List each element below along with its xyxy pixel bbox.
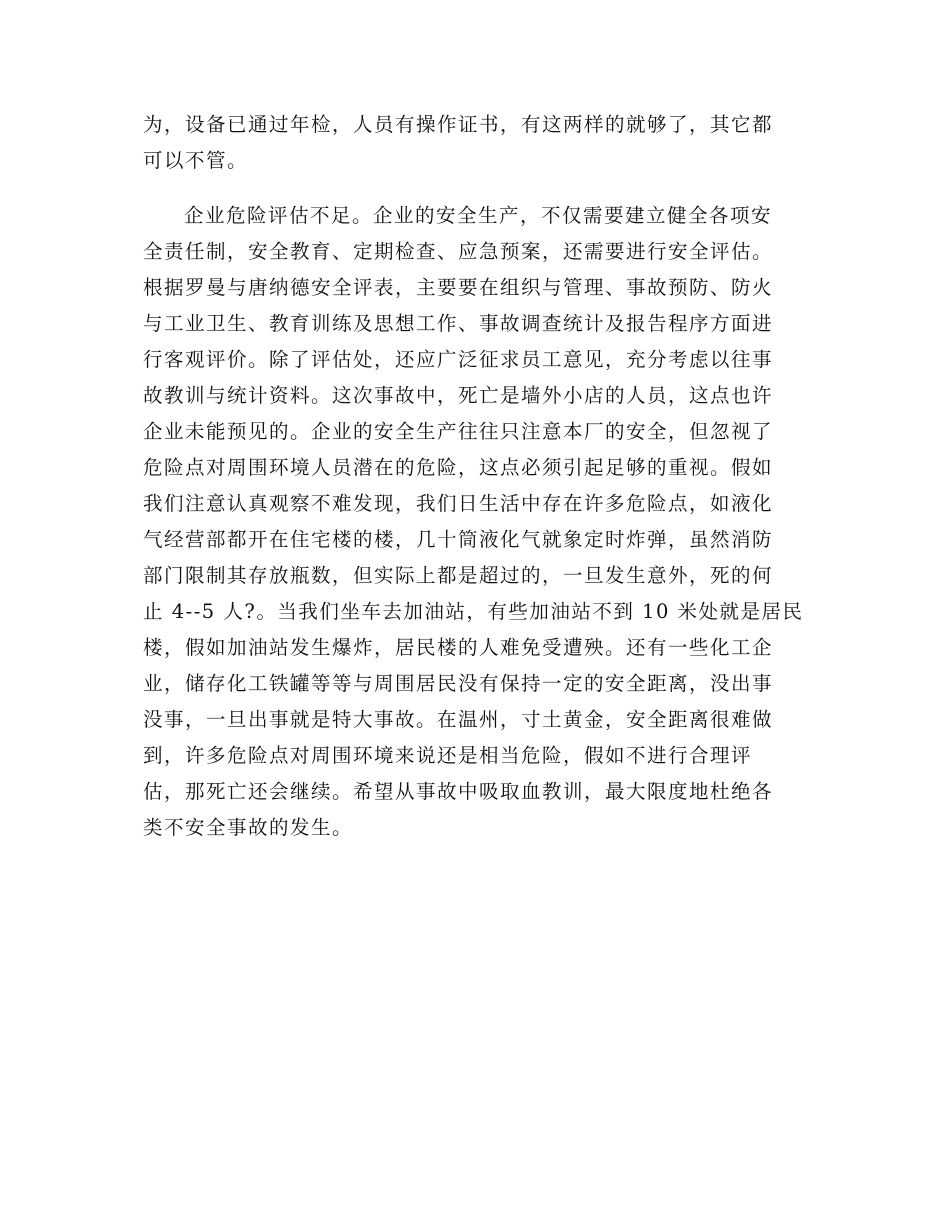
paragraph-2-line-12: 止 4--5 人?。当我们坐车去加油站，有些加油站不到 10 米处就是居民 (143, 600, 804, 623)
paragraph-2-line-14: 业，储存化工铁罐等等与周围居民没有保持一定的安全距离，没出事 (143, 672, 774, 695)
paragraph-2-line-11: 部门限制其存放瓶数，但实际上都是超过的，一旦发生意外，死的何 (143, 564, 774, 587)
paragraph-2-line-9: 我们注意认真观察不难发现，我们日生活中存在许多危险点，如液化 (143, 492, 774, 515)
paragraph-2-line-18: 类不安全事故的发生。 (143, 816, 354, 839)
paragraph-2-line-17: 估，那死亡还会继续。希望从事故中吸取血教训，最大限度地杜绝各 (143, 780, 774, 803)
paragraph-2-line-8: 危险点对周围环境人员潜在的危险，这点必须引起足够的重视。假如 (143, 456, 774, 479)
paragraph-2-line-1: 企业危险评估不足。企业的安全生产，不仅需要建立健全各项安 (184, 204, 773, 227)
paragraph-2-line-2: 全责任制，安全教育、定期检查、应急预案，还需要进行安全评估。 (143, 240, 774, 263)
paragraph-2-line-7: 企业未能预见的。企业的安全生产往往只注意本厂的安全，但忽视了 (143, 420, 774, 443)
paragraph-2-line-6: 故教训与统计资料。这次事故中，死亡是墙外小店的人员，这点也许 (143, 384, 774, 407)
paragraph-2-line-5: 行客观评价。除了评估处，还应广泛征求员工意见，充分考虑以往事 (143, 348, 774, 371)
paragraph-2-line-4: 与工业卫生、教育训练及思想工作、事故调查统计及报告程序方面进 (143, 312, 774, 335)
paragraph-1-line-2: 可以不管。 (143, 149, 249, 172)
paragraph-2-line-3: 根据罗曼与唐纳德安全评表，主要要在组织与管理、事故预防、防火 (143, 276, 774, 299)
paragraph-2-line-15: 没事，一旦出事就是特大事故。在温州，寸土黄金，安全距离很难做 (143, 708, 774, 731)
paragraph-2-line-16: 到，许多危险点对周围环境来说还是相当危险，假如不进行合理评 (143, 744, 753, 767)
paragraph-1-line-1: 为，设备已通过年检，人员有操作证书，有这两样的就够了，其它都 (143, 113, 774, 136)
paragraph-2-line-10: 气经营部都开在住宅楼的楼，几十筒液化气就象定时炸弹，虽然消防 (143, 528, 774, 551)
paragraph-2-line-13: 楼，假如加油站发生爆炸，居民楼的人难免受遭殃。还有一些化工企 (143, 636, 774, 659)
